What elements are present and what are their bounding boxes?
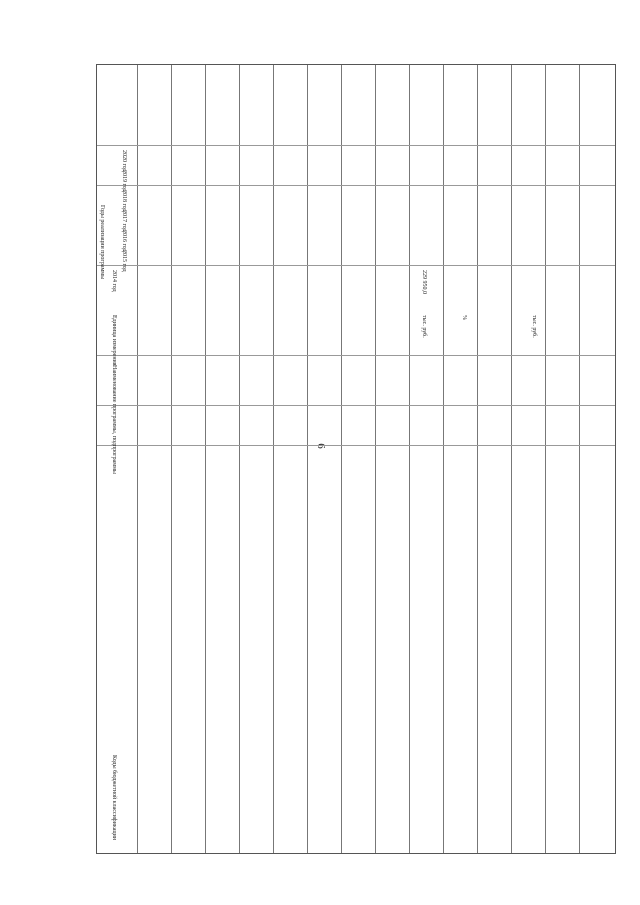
row-unit: %: [461, 315, 467, 320]
row-unit: тыс. руб.: [531, 315, 537, 338]
budget-table: [96, 64, 616, 854]
year-2018: 2018 год: [121, 190, 127, 212]
year-2019: 2019 год: [121, 170, 127, 192]
year-2016: 2016 год: [121, 230, 127, 252]
page-number: 6: [314, 443, 327, 449]
row-base-value: 229 950,0: [421, 270, 427, 294]
row-unit: тыс. руб.: [421, 315, 427, 338]
header-base-year: 2014 год: [111, 270, 117, 292]
header-plan: Годы реализации программы: [99, 205, 105, 280]
header-program: Наименование программы, подпрограммы: [111, 365, 117, 474]
year-2017: 2017 год: [121, 210, 127, 232]
year-2020: 2020 год: [121, 150, 127, 172]
header-unit: Единица измерения: [111, 315, 117, 366]
year-2015: 2015 год: [121, 250, 127, 272]
header-code: Коды бюджетной классификации: [111, 755, 117, 840]
